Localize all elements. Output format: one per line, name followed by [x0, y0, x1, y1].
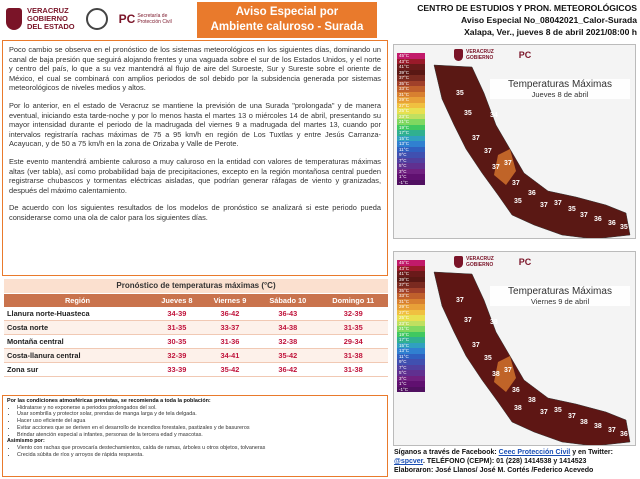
map-temp-label: 38: [594, 423, 602, 430]
map-temp-label: 38: [580, 419, 588, 426]
temp-cell: 32-39: [151, 349, 203, 363]
temp-cell: 33-39: [151, 363, 203, 377]
temp-cell: 33-37: [203, 321, 257, 335]
footer-follow: Síganos a través de Facebook:: [394, 449, 497, 456]
pc-sub1: Secretaría de: [137, 13, 168, 19]
map-temp-label: 37: [568, 413, 576, 420]
legend-entry: -1°C: [397, 387, 425, 393]
legend-entry: 9°C: [397, 359, 425, 365]
legend-entry: 29°C: [397, 304, 425, 310]
recommendation-item: • Hidratarse y no exponerse a periodos prolongados del sol.: [17, 405, 383, 412]
temp-cell: 31-38: [318, 349, 388, 363]
logo-line1: VERACRUZ: [27, 6, 69, 15]
legend-entry: 15°C: [397, 136, 425, 142]
temp-cell: 31-35: [318, 321, 388, 335]
legend-entry: 21°C: [397, 326, 425, 332]
region-cell: Montaña central: [4, 335, 151, 349]
table-row: [4, 349, 388, 363]
map-temp-label: 37: [512, 180, 520, 187]
intro-paragraph-1: Poco cambio se observa en el pronóstico de los sistemas meteorológicos en los siguientes días, dominando un canal de baja presión que seguirá alojando frentes y una vaguada sobre el sur de los Estados Unidos, y el norte y centro del país, lo que a su vez mantendrá al flujo de aire del Suroeste, Sur y Sureste sobre el oriente de México, el cual se combinará con amplios periodos de sol debido por la subsidencia generada por sistemas meteorológicos de niveles medios y altos.: [9, 45, 381, 93]
temp-cell: 36-42: [203, 307, 257, 321]
legend-entry: 39°C: [397, 70, 425, 76]
legend-entry: 33°C: [397, 86, 425, 92]
banner-line1: Aviso Especial por: [235, 6, 339, 18]
legend-entry: 7°C: [397, 365, 425, 371]
legend-entry: 31°C: [397, 92, 425, 98]
legend-entry: 3°C: [397, 376, 425, 382]
intro-paragraph-4: De acuerdo con los siguientes resultados de los modelos de pronóstico se analizará si este periodo pueda considerarse como una ola de calor para los siguientes días.: [9, 203, 381, 222]
legend-entry: 33°C: [397, 293, 425, 299]
center-title: CENTRO DE ESTUDIOS Y PRON. METEOROLÓGICOS: [417, 3, 637, 13]
map-temp-label: 37: [492, 164, 500, 171]
map-temp-label: 35: [464, 110, 472, 117]
map-title: Temperaturas Máximas: [508, 286, 612, 297]
recommendation-item: • Crecida súbita de ríos y arroyos de rápida respuesta.: [17, 452, 383, 459]
col-viernes: Viernes 9: [203, 294, 257, 307]
map-temp-label: 35: [484, 355, 492, 362]
map-thursday: [393, 44, 636, 239]
legend-entry: 41°C: [397, 271, 425, 277]
legend-entry: -1°C: [397, 180, 425, 186]
map-temp-label: 38: [492, 371, 500, 378]
region-cell: Costa norte: [4, 321, 151, 335]
map-temp-label: 37: [484, 148, 492, 155]
pc-logo: [119, 12, 172, 26]
intro-paragraph-2: Por lo anterior, en el estado de Veracruz se mantiene la previsión de una Surada "prolongada" y de manera eventual, iniciando esta tarde-noche y por lo menos hasta el martes 13 o miércoles 14 de abril, presentando su mayor intensidad durante el periodo de la madrugada del viernes 9 a madrugada del martes 13, cuando por intervalos registraría rachas máximas de 75 a 95 km/h en región de Los Tuxtlas y entre Jesús Carranza-Acayucan, y de 50 a 75 km/h en la zona de Orizaba y Valle de Perote.: [9, 100, 381, 149]
legend-entry: 17°C: [397, 130, 425, 136]
legend-entry: 17°C: [397, 337, 425, 343]
table-row: [4, 335, 388, 349]
legend-entry: 9°C: [397, 152, 425, 158]
legend-entry: 1°C: [397, 381, 425, 387]
temperature-table: [4, 294, 388, 377]
legend-entry: 35°C: [397, 81, 425, 87]
temp-cell: 34-38: [257, 321, 318, 335]
temp-cell: 31-36: [203, 335, 257, 349]
recommendation-item: • Usar sombrilla y protector solar, prendas de manga larga y de tela delgada.: [17, 411, 383, 418]
recommendations-box: [2, 395, 388, 477]
veracruz-map-1: [394, 45, 636, 239]
legend-entry: 37°C: [397, 75, 425, 81]
notice-banner: [197, 2, 377, 38]
notice-id: Aviso Especial No_08042021_Calor-Surada: [461, 15, 637, 25]
map-logo-line1: VERACRUZ: [466, 256, 494, 262]
map-temp-label: 36: [594, 216, 602, 223]
legend-entry: 21°C: [397, 119, 425, 125]
legend-entry: 39°C: [397, 277, 425, 283]
map-temp-label: 37: [472, 135, 480, 142]
legend-entry: 19°C: [397, 332, 425, 338]
map-temp-label: 36: [528, 190, 536, 197]
temp-cell: 34-41: [203, 349, 257, 363]
map-temp-label: 38: [514, 405, 522, 412]
legend-entry: 43°C: [397, 59, 425, 65]
recommendation-item: • Viento con rachas que provocaría destechamientos, caída de ramas, árboles u otros objetos, tolvaneras: [17, 445, 383, 452]
temp-cell: 36-43: [257, 307, 318, 321]
legend-entry: 11°C: [397, 354, 425, 360]
map-temp-label: 36: [512, 387, 520, 394]
map-pc-mark: PC: [518, 257, 532, 267]
map-temp-label: 36: [608, 220, 616, 227]
map-temp-label: 37: [504, 367, 512, 374]
map-temp-label: 34: [490, 112, 498, 119]
logo-line3: DEL ESTADO: [27, 22, 75, 31]
legend-entry: 45°C: [397, 260, 425, 266]
veracruz-map-2: [394, 252, 636, 446]
table-title: Pronóstico de temperaturas máximas (°C): [4, 279, 388, 293]
legend-entry: 5°C: [397, 370, 425, 376]
map-logo-line2: GOBIERNO: [466, 262, 494, 268]
recommendation-item: • Evitar acciones que se deriven en el desarrollo de incendios forestales, pastizales y de basureros: [17, 425, 383, 432]
legend-entry: 5°C: [397, 163, 425, 169]
intro-paragraph-3: Este evento mantendrá ambiente caluroso a muy caluroso en la entidad con valores de temperaturas máximas altas (ver tabla), así como probabilidad baja de precipitaciones, excepto en la región montañosa central pueden registrarse chubascos y tormentas eléctricas aisladas, que podrían generar ráfagas de viento y granizadas, después del máximo calentamiento.: [9, 156, 381, 195]
recommendations-heading: Por las condiciones atmosféricas previstas, se recomienda a toda la población:: [7, 398, 211, 404]
legend-entry: 37°C: [397, 282, 425, 288]
temp-cell: 34-39: [151, 307, 203, 321]
temp-cell: 29-34: [318, 335, 388, 349]
temp-cell: 36-42: [257, 363, 318, 377]
map-temp-label: 37: [580, 212, 588, 219]
legend-entry: 1°C: [397, 174, 425, 180]
region-cell: Costa-llanura central: [4, 349, 151, 363]
also-heading: Asimismo por:: [7, 438, 45, 445]
legend-entry: 27°C: [397, 310, 425, 316]
legend-entry: 11°C: [397, 147, 425, 153]
legend-entry: 23°C: [397, 114, 425, 120]
recommendation-item: • Hacer uso eficiente del agua: [17, 418, 383, 425]
map-friday: [393, 251, 636, 446]
map-temp-label: 37: [464, 317, 472, 324]
legend-entry: 3°C: [397, 169, 425, 175]
map-temp-label: 37: [456, 297, 464, 304]
map-logo-line2: GOBIERNO: [466, 55, 494, 61]
map-temp-label: 37: [608, 427, 616, 434]
table-header-row: [4, 294, 388, 307]
map-temp-label: 35: [568, 206, 576, 213]
map-temp-label: 37: [540, 202, 548, 209]
temp-cell: 31-35: [151, 321, 203, 335]
map-temp-label: 36: [620, 431, 628, 438]
recommendations-list: [7, 405, 383, 439]
banner-line2: Ambiente caluroso - Surada: [210, 21, 364, 33]
legend-entry: 25°C: [397, 108, 425, 114]
map-title-box: [490, 79, 630, 99]
map-temp-label: 37: [554, 200, 562, 207]
footer-authors: Elaboraron: José Llanos/ José M. Cortés /Federico Acevedo: [394, 467, 594, 474]
veracruz-logo-text: [27, 7, 75, 31]
col-sabado: Sábado 10: [257, 294, 318, 307]
footer: [394, 448, 637, 475]
table-row: [4, 321, 388, 335]
region-cell: Zona sur: [4, 363, 151, 377]
map-title-box: [490, 286, 630, 306]
temp-cell: 35-42: [203, 363, 257, 377]
footer-twitter-text: y en Twitter:: [572, 449, 613, 456]
map-temp-label: 38: [490, 319, 498, 326]
recommendation-item: • Brindar atención especial a infantes, personas de la tercera edad y mascotas.: [17, 432, 383, 439]
map-temp-label: 35: [456, 90, 464, 97]
legend-entry: 43°C: [397, 266, 425, 272]
map-subtitle: Jueves 8 de abril: [531, 90, 589, 99]
temp-cell: 32-39: [318, 307, 388, 321]
place-date: Xalapa, Ver., jueves 8 de abril 2021/08:00 h: [464, 27, 637, 37]
legend-entry: 23°C: [397, 321, 425, 327]
state-emblem-icon: [86, 8, 108, 30]
table-row: [4, 363, 388, 377]
legend-entry: 35°C: [397, 288, 425, 294]
region-cell: Llanura norte-Huasteca: [4, 307, 151, 321]
legend-entry: 41°C: [397, 64, 425, 70]
map-temp-label: 35: [514, 198, 522, 205]
also-list: [7, 445, 383, 458]
map-title: Temperaturas Máximas: [508, 79, 612, 90]
header-logos: [0, 0, 196, 38]
twitter-link[interactable]: @spcver: [394, 458, 424, 465]
map-temp-label: 37: [472, 342, 480, 349]
map-temp-label: 35: [620, 224, 628, 231]
temp-cell: 35-42: [257, 349, 318, 363]
legend-entry: 13°C: [397, 348, 425, 354]
facebook-link[interactable]: Ceec Protección Civil: [498, 449, 571, 456]
map-logo-line1: VERACRUZ: [466, 49, 494, 55]
pc-sub2: Protección Civil: [137, 19, 172, 25]
col-jueves: Jueves 8: [151, 294, 203, 307]
veracruz-shield-icon: [6, 8, 22, 30]
legend-entry: 7°C: [397, 158, 425, 164]
legend-entry: 31°C: [397, 299, 425, 305]
map-temp-label: 38: [528, 397, 536, 404]
col-domingo: Domingo 11: [318, 294, 388, 307]
logo-line2: GOBIERNO: [27, 14, 68, 23]
footer-phone: . TELÉFONO (CEPM): 01 (228) 1414538 y 1414523: [423, 458, 587, 465]
legend-entry: 45°C: [397, 53, 425, 59]
col-region: Región: [4, 294, 151, 307]
legend-entry: 29°C: [397, 97, 425, 103]
temp-cell: 31-38: [318, 363, 388, 377]
map-temp-label: 37: [540, 409, 548, 416]
legend-entry: 19°C: [397, 125, 425, 131]
temp-cell: 32-38: [257, 335, 318, 349]
map-subtitle: Viernes 9 de abril: [530, 297, 590, 306]
map-pc-mark: PC: [518, 50, 532, 60]
header-info: [382, 2, 637, 38]
legend-entry: 25°C: [397, 315, 425, 321]
intro-text-box: [2, 40, 388, 276]
table-row: [4, 307, 388, 321]
temp-cell: 30-35: [151, 335, 203, 349]
legend-entry: 13°C: [397, 141, 425, 147]
pc-mark: PC: [118, 12, 136, 26]
legend-entry: 15°C: [397, 343, 425, 349]
legend-entry: 27°C: [397, 103, 425, 109]
map-temp-label: 35: [554, 407, 562, 414]
map-temp-label: 37: [504, 160, 512, 167]
